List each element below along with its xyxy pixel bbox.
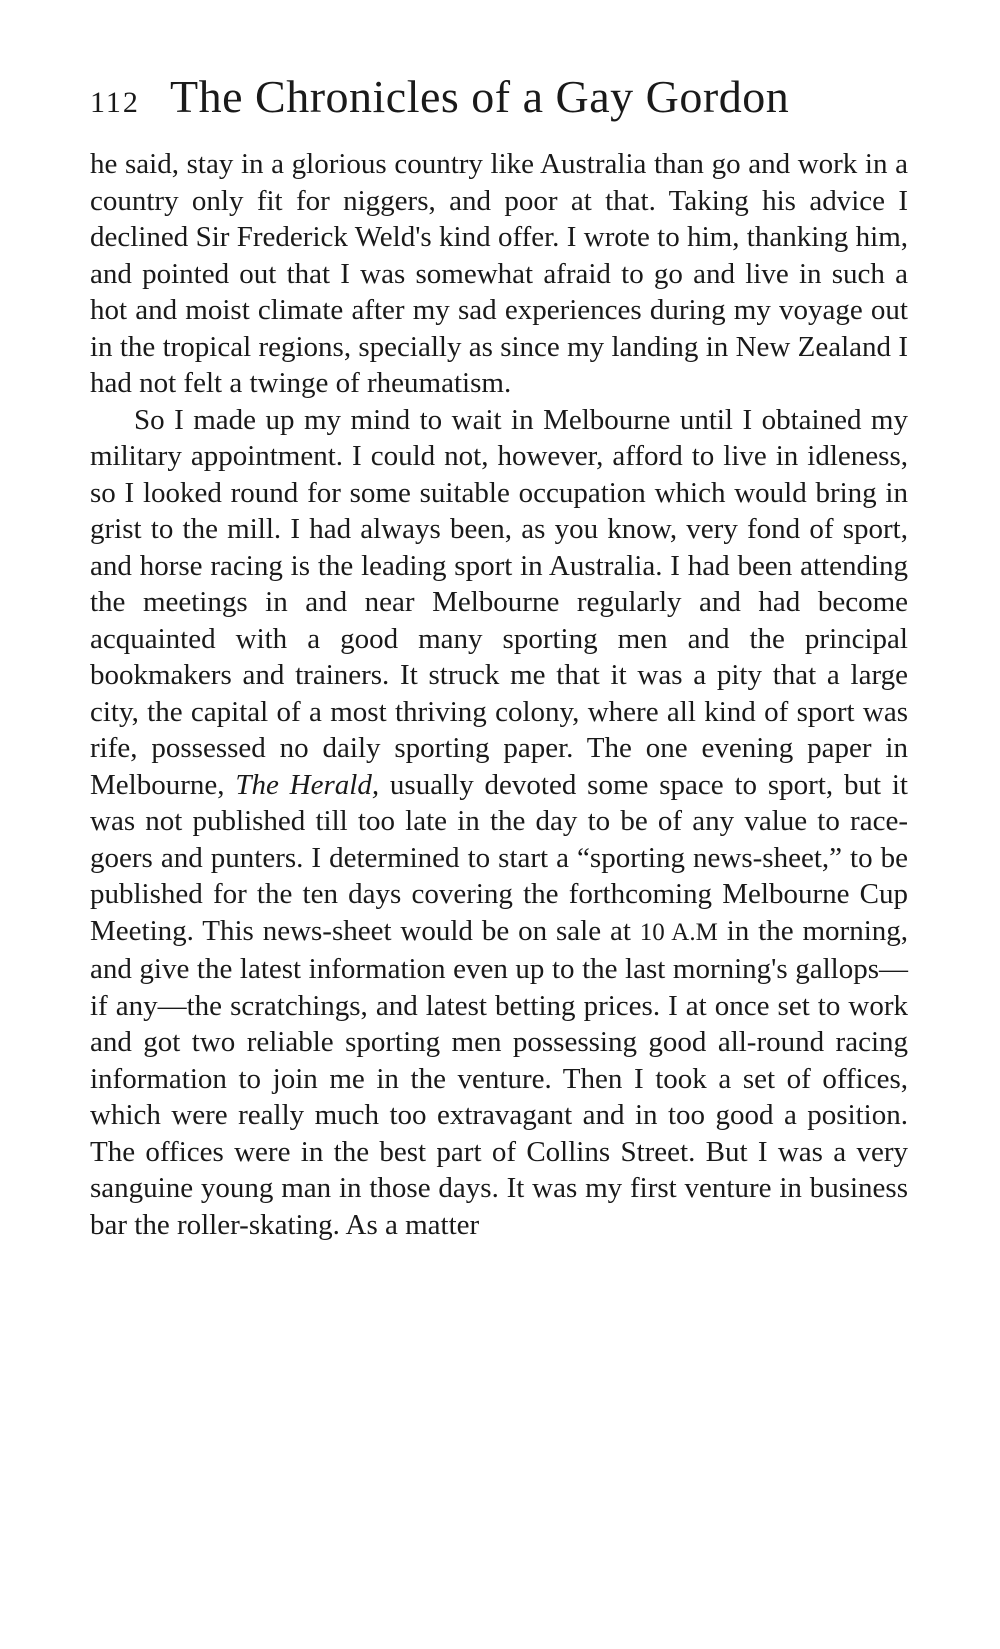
book-page: [90, 70, 908, 1243]
time-text: 10 A.M: [639, 918, 718, 946]
running-head: [90, 70, 908, 136]
page-number: 112: [90, 86, 140, 119]
newspaper-title: The Herald,: [235, 768, 380, 801]
paragraph-melbourne: [90, 402, 908, 1244]
body-text: [90, 146, 908, 1243]
paragraph-continuation: he said, stay in a glorious country like Australia than go and work in a country only fit for niggers, and poor at that. Taking his advice I declined Sir Frederick Weld's kind offer. I wrote to him, thanking him, and pointed out that I was somewhat afraid to go and live in such a hot and moist climate after my sad experiences during my voyage out in the tropical regions, specially as since my landing in New Zealand I had not felt a twinge of rheumatism.: [90, 148, 908, 399]
paragraph-text-part: So I made up my mind to wait in Melbourne until I obtained my military appointment. I could not, however, afford to live in idleness, so I looked round for some suitable occupation which would bring in grist to the mill. I had always been, as you know, very fond of sport, and horse racing is the leading sport in Australia. I had been attending the meetings in and near Melbourne regularly and had become acquainted with a good many sporting men and the principal bookmakers and trainers. It struck me that it was a pity that a large city, the capital of a most thriving colony, where all kind of sport was rife, possessed no daily sporting paper. The one evening paper in Melbourne,: [90, 403, 908, 801]
paragraph-text-part: in the morning, and give the latest information even up to the last morning's gallops—if any—the scratchings, and latest betting prices. I at once set to work and got two reliable sporting men possessing good all-round racing information to join me in the venture. Then I took a set of offices, which were really much too extravagant and in too good a position. The offices were in the best part of Collins Street. But I was a very sanguine young man in those days. It was my first venture in business bar the roller-skating. As a matter: [90, 914, 909, 1241]
paragraph-text-part: usually devoted some space to sport, but it was not published till too late in the day to be of any value to race-goers and punters. I determined to start a “sporting news-sheet,” to be published for the ten days covering the forthcoming Melbourne Cup Meeting. This news-sheet would be on sale at: [90, 768, 908, 947]
running-title: The Chronicles of a Gay Gordon: [170, 71, 790, 122]
